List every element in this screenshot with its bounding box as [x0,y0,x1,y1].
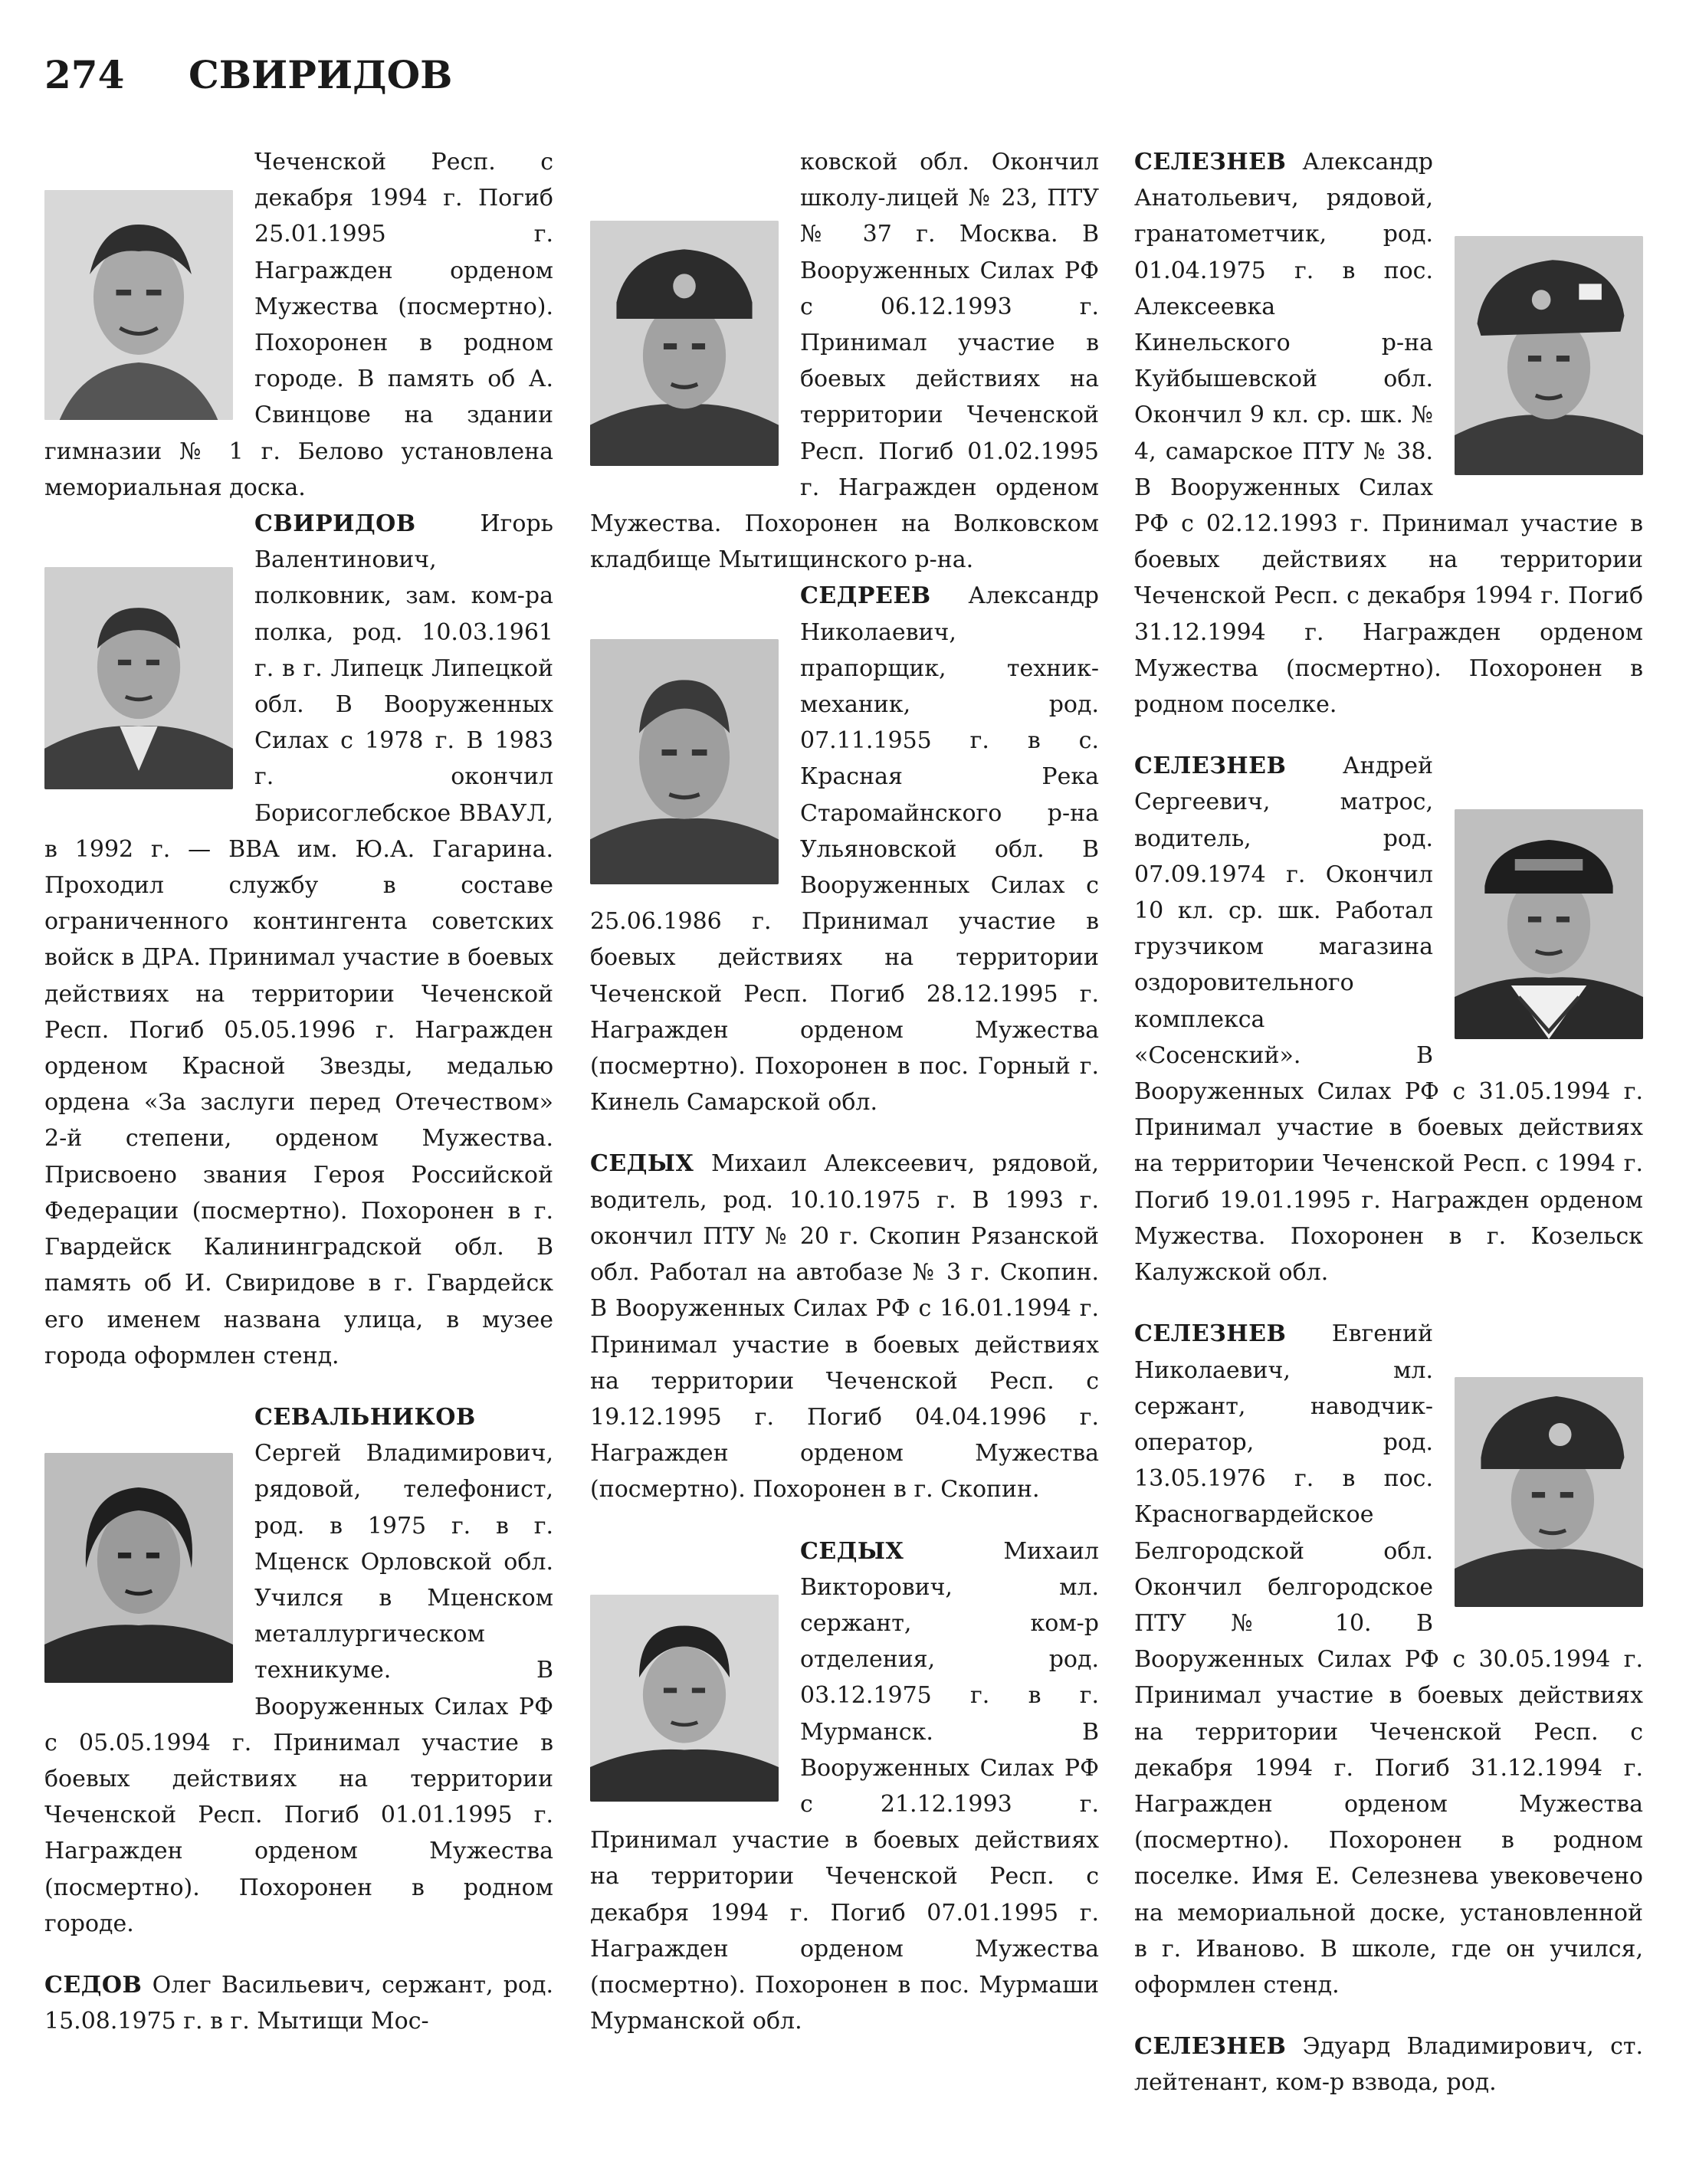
portrait-photo-sedov [590,221,779,466]
entry-surname: СЕДРЕЕВ [800,582,931,610]
column-2 [590,144,1099,2175]
entry-text: Александр Анатольевич, рядовой, гранатометчик, род. 01.04.1975 г. в пос. Алексеевка Кинельского р-на Куйбышевской обл. Окончил 9 кл. ср. шк. № 4, самарское ПТУ № 38. В Вооруженных Силах РФ с 02.12.1993 г. Принимал участие в боевых действиях на территории Чеченской Респ. с декабря 1994 г. Погиб 31.12.1994 г. Награжден орденом Мужества (посмертно). Похоронен в родном поселке. [1134,149,1643,719]
entry-text: Евгений Николаевич, мл. сержант, наводчик-оператор, род. 13.05.1976 г. в пос. Красногвардейское Белгородской обл. Окончил белгородское ПТУ № 10. В Вооруженных Силах РФ с 30.05.1994 г. Принимал участие в боевых действиях на территории Чеченской Респ. с декабря 1994 г. Погиб 31.12.1994 г. Награжден орденом Мужества (посмертно). Похоронен в родном поселке. Имя Е. Селезнева увековечено на мемориальной доске, установленной в г. Иваново. В школе, где он учился, оформлен стенд. [1134,1320,1643,1999]
portrait-photo-seleznev-en [1455,1377,1643,1607]
entry-seleznev-aa [1134,144,1643,723]
entry-surname: СЕЛЕЗНЕВ [1134,149,1287,175]
entry-text: Сергей Владимирович, рядовой, телефонист, род. в 1975 г. в г. Мценск Орловской обл. Учился в Мценском металлургическом техникуме. В Вооруженных Силах РФ с 05.05.1994 г. Принимал участие в боевых действиях на территории Чеченской Респ. Погиб 01.01.1995 г. Награжден орденом Мужества (посмертно). Похоронен в родном городе. [44,1440,553,1937]
entry-sedykh-ma [590,1146,1099,1507]
entry-sevalnikov [44,1399,553,1942]
entry-text: Эдуард Владимирович, ст. лейтенант, ком-р взвода, род. [1134,2033,1643,2097]
entry-text: Олег Васильевич, сержант, род. 15.08.1975 г. в г. Мытищи Мос- [44,1971,553,2035]
entry-sedykh-mv [590,1533,1099,2040]
portrait-photo-sedreev [590,639,779,884]
entry-surname: СЕЛЕЗНЕВ [1134,2033,1287,2061]
entry-surname: СЕЛЕЗНЕВ [1134,1320,1287,1348]
column-1 [44,144,553,2175]
entry-surname: СЕВАЛЬНИКОВ [254,1403,476,1431]
entry-surname: СЕДЫХ [800,1537,904,1565]
entry-surname: СЕЛЕЗНЕВ [1134,753,1287,780]
portrait-photo-seleznev-aa [1455,236,1643,475]
running-head: СВИРИДОВ [189,52,453,97]
portrait-photo-svintsov [44,190,233,420]
entry-sedov [44,1967,553,2039]
entry-surname: СЕДЫХ [590,1150,694,1178]
entry-surname: СЕДОВ [44,1971,143,1999]
entry-seleznev-as [1134,748,1643,1290]
portrait-photo-sviridov [44,567,233,789]
portrait-photo-sevalnikov [44,1453,233,1683]
portrait-photo-seleznev-as [1455,809,1643,1039]
entry-continuation: ковской обл. Окончил школу-лицей № 23, ПТУ № 37 г. Москва. В Вооруженных Силах РФ с 06.12.1993 г. Принимал участие в боевых действиях на территории Чеченской Респ. Погиб 01.02.1995 г. Награжден орденом Мужества. Похоронен на Волковском кладбище Мытищинского р-на. [590,149,1099,574]
portrait-photo-sedykh [590,1595,779,1802]
entry-continuation: Чеченской Респ. с декабря 1994 г. Погиб 25.01.1995 г. Награжден орденом Мужества (посмертно). Похоронен в родном городе. В память об А. Свинцове на здании гимназии № 1 г. Белово установлена мемориальная доска. [44,149,553,501]
entry-surname: СВИРИДОВ [254,510,416,538]
entry-sviridov [44,506,553,1374]
entry-text: Михаил Викторович, мл. сержант, ком-р отделения, род. 03.12.1975 г. в г. Мурманск. В Вооруженных Силах РФ с 21.12.1993 г. Принимал участие в боевых действиях на территории Чеченской Респ. с декабря 1994 г. Погиб 07.01.1995 г. Награжден орденом Мужества (посмертно). Похоронен в пос. Мурмаши Мурманской обл. [590,1537,1099,2035]
page-number: 274 [44,52,125,97]
entry-seleznev-ev [1134,2028,1643,2100]
entry-text: Игорь Валентинович, полковник, зам. ком-ра полка, род. 10.03.1961 г. в г. Липецк Липецкой обл. В Вооруженных Силах с 1978 г. В 1983 г. окончил Борисоглебское ВВАУЛ, в 1992 г. — ВВА им. Ю.А. Гагарина. Проходил службу в составе ограниченного контингента советских войск в ДРА. Принимал участие в боевых действиях на территории Чеченской Респ. Погиб 05.05.1996 г. Награжден орденом Красной Звезды, медалью ордена «За заслуги перед Отечеством» 2-й степени, орденом Мужества. Присвоено звания Героя Российской Федерации (посмертно). Похоронен в г. Гвардейск Калининградской обл. В память об И. Свиридове в г. Гвардейск его именем названа улица, в музее города оформлен стенд. [44,510,553,1369]
entry-text: Александр Николаевич, прапорщик, техник-механик, род. 07.11.1955 г. в с. Красная Река Старомайнского р-на Ульяновской обл. В Вооруженных Силах с 25.06.1986 г. Принимал участие в боевых действиях на территории Чеченской Респ. Погиб 28.12.1995 г. Награжден орденом Мужества (посмертно). Похоронен в пос. Горный г. Кинель Самарской обл. [590,582,1099,1117]
entry-seleznev-en [1134,1316,1643,2003]
entry-text: Михаил Алексеевич, рядовой, водитель, род. 10.10.1975 г. В 1993 г. окончил ПТУ № 20 г. Скопин Рязанской обл. Работал на автобазе № 3 г. Скопин. В Вооруженных Силах РФ с 16.01.1994 г. Принимал участие в боевых действиях на территории Чеченской Респ. с 19.12.1995 г. Погиб 04.04.1996 г. Награжден орденом Мужества (посмертно). Похоронен в г. Скопин. [590,1150,1099,1504]
entry-text: Андрей Сергеевич, матрос, водитель, род. 07.09.1974 г. Окончил 10 кл. ср. шк. Работал грузчиком магазина оздоровительного комплекса «Сосенский». В Вооруженных Силах РФ с 31.05.1994 г. Принимал участие в боевых действиях на территории Чеченской Респ. с 1994 г. Погиб 19.01.1995 г. Награжден орденом Мужества. Похоронен в г. Козельск Калужской обл. [1134,753,1643,1287]
entry-sedreev [590,578,1099,1120]
column-3 [1134,144,1643,2175]
